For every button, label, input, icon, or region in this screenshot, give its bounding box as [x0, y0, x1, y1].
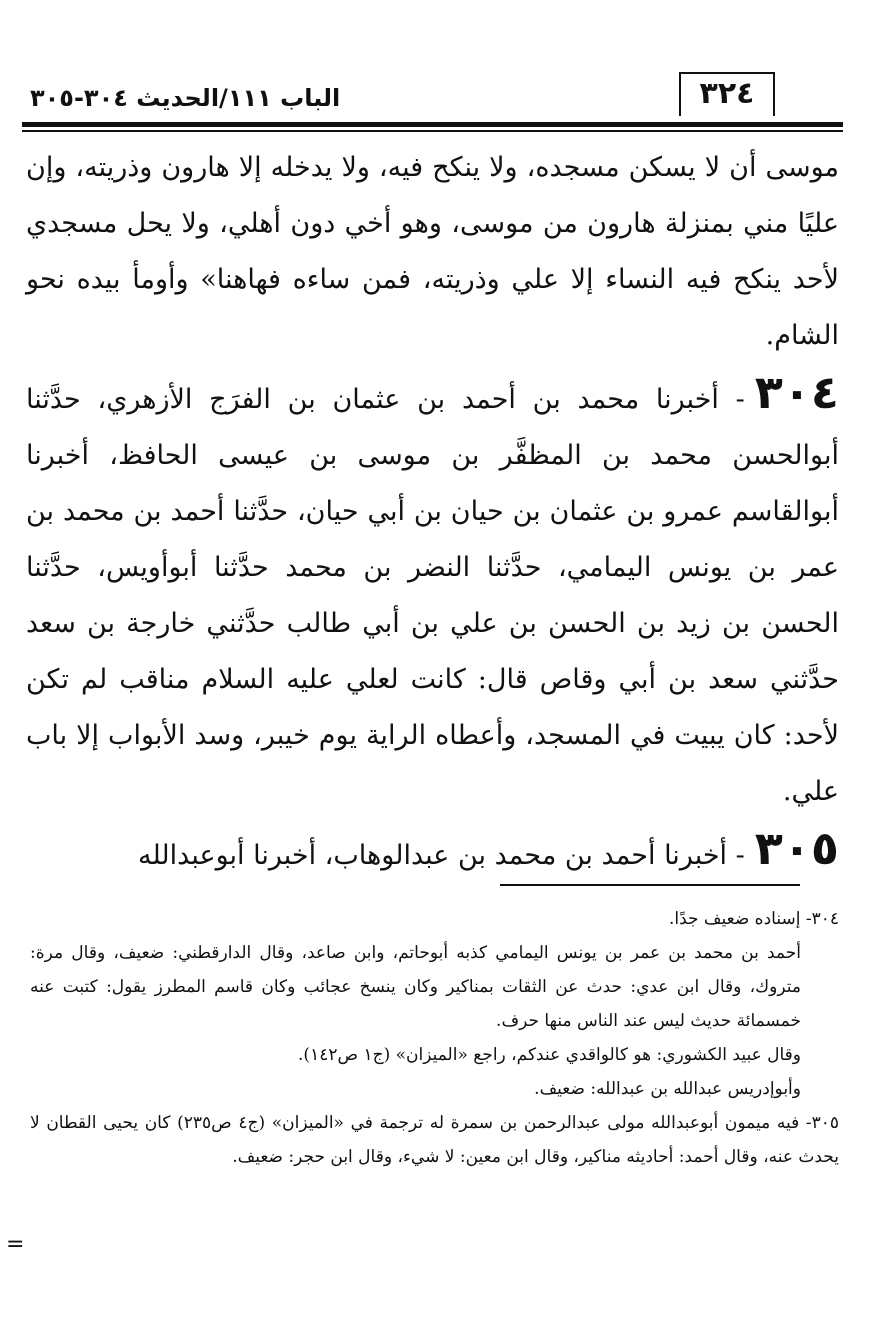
hadith-304-text: - أخبرنا محمد بن أحمد بن عثمان بن الفرَج الأزهري، حدَّثنا أبوالحسن محمد بن المظفَّر بن موسى بن عيسى الحافظ، أخبرنا أبوالقاسم عمرو بن عثمان بن حيان بن أبي حيان، حدَّثنا أحمد بن محمد بن عمر بن يونس اليمامي، حدَّثنا النضر بن محمد حدَّثنا أبوأويس، حدَّثنا الحسن بن زيد بن الحسن بن علي بن أبي طالب حدَّثني خارجة بن سعد حدَّثني سعد بن أبي وقاص قال: كانت لعلي عليه السلام مناقب لم تكن لأحد: كان يبيت في المسجد، وأعطاه الراية يوم خيبر، وسد الأبواب إلا باب علي. [26, 384, 839, 807]
continuation-mark: = [6, 1232, 25, 1257]
footnote-304-paragraph-1: أحمد بن محمد بن عمر بن يونس اليمامي كذبه أبوحاتم، وابن صاعد، وقال الدارقطني: ضعيف، وقال مرة: متروك، وقال ابن عدي: حدث عن الثقات بمناكير وكان ينسخ عجائب وكان قاسم المطرز يقول: كتبت عنه خمسمائة حديث ليس عند الناس منها حرف. [30, 943, 801, 1031]
hadith-305 [26, 820, 839, 884]
page-number: ٣٢٤ [679, 72, 775, 116]
hadith-number-304: ٣٠٤ [754, 365, 839, 419]
paragraph-continuation: موسى أن لا يسكن مسجده، ولا ينكح فيه، ولا يدخله إلا هارون وذريته، وإن عليًا مني بمنزلة هارون من موسى، وهو أخي دون أهلي، ولا يحل مسجدي لأحد ينكح فيه النساء إلا علي وذريته، فمن ساءه فهاهنا» وأومأ بيده نحو الشام. [26, 152, 839, 351]
running-title: الباب ١١١/الحديث ٣٠٤-٣٠٥ [30, 84, 341, 112]
footnote-304-heading: ٣٠٤- إسناده ضعيف جدًا. [668, 909, 839, 929]
header-rule-thick [22, 122, 843, 127]
main-text-body [26, 140, 839, 884]
hadith-304 [26, 364, 839, 820]
footnote-separator [500, 884, 800, 886]
page-header [22, 66, 845, 124]
hadith-number-305: ٣٠٥ [754, 821, 839, 875]
header-rule-thin [22, 130, 843, 132]
footnote-304-paragraph-3: وأبوإدريس عبدالله بن عبدالله: ضعيف. [534, 1079, 801, 1099]
footnote-305: ٣٠٥- فيه ميمون أبوعبدالله مولى عبدالرحمن بن سمرة له ترجمة في «الميزان» (ج٤ ص٢٣٥) كان يحيى القطان لا يحدث عنه، وقال أحمد: أحاديثه مناكير، وقال ابن معين: لا شيء، وقال ابن حجر: ضعيف. [30, 1113, 839, 1167]
footnote-304-paragraph-2: وقال عبيد الكشوري: هو كالواقدي عندكم، راجع «الميزان» (ج١ ص١٤٢). [298, 1045, 801, 1065]
hadith-305-text: - أخبرنا أحمد بن محمد بن عبدالوهاب، أخبرنا أبوعبدالله [138, 840, 745, 871]
footnotes [30, 902, 839, 1174]
